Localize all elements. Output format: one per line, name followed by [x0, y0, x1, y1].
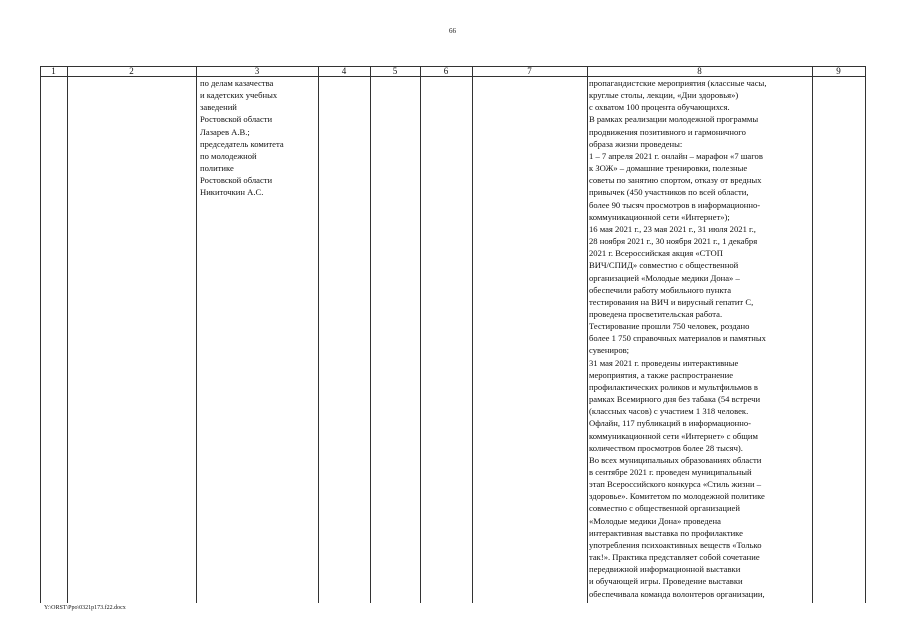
cell-text-line: Никиточкин А.С.	[200, 187, 264, 198]
cell-text-line: продвижения позитивного и гармоничного	[589, 126, 746, 137]
cell-text-line: 16 мая 2021 г., 23 мая 2021 г., 31 июля 2021 г.,	[589, 223, 756, 234]
cell-text-line: рамках Всемирного дня без табака (54 встречи	[589, 394, 761, 405]
cell-text-line: Офлайн, 117 публикаций в информационно-	[589, 418, 751, 429]
cell-text-line: коммуникационной сети «Интернет»);	[589, 211, 730, 222]
cell-text-line: и кадетских учебных	[200, 90, 278, 101]
page-number: 66	[449, 27, 456, 35]
cell-text-line: мероприятия, а также распространение	[589, 369, 734, 380]
cell-text-line: в сентябре 2021 г. проведен муниципальный	[589, 467, 752, 477]
cell-text-line: и обучающей игры. Проведение выставки	[589, 576, 743, 587]
header-cell-3: 3	[254, 66, 260, 76]
cell-text-line: образа жизни проведены:	[589, 138, 683, 149]
cell-text-line: тестирования на ВИЧ и вирусный гепатит С,	[589, 296, 754, 307]
footer-file-path: Y:\ORST\Ppo\0321p173.f22.docx	[44, 605, 126, 611]
cell-text-line: круглые столы, лекции, «Дни здоровья»)	[589, 90, 739, 101]
responsible-persons-cell	[200, 77, 318, 199]
cell-text-line: председатель комитета	[200, 138, 284, 149]
header-cell-9: 9	[836, 66, 841, 76]
cell-text-line: (классных часов) с участием 1 318 человек.	[589, 406, 749, 417]
column-divider	[420, 66, 421, 603]
cell-text-line: количеством просмотров более 28 тысяч).	[589, 442, 743, 453]
cell-text-line: здоровье». Комитетом по молодежной политике	[589, 491, 765, 502]
activities-description-cell	[589, 77, 815, 600]
cell-text-line: советы по занятию спортом, отказу от вредных	[589, 175, 762, 186]
cell-text-line: Лазарев А.В.;	[200, 126, 250, 137]
column-divider	[40, 66, 41, 603]
cell-text-line: профилактических роликов и мультфильмов в	[589, 381, 758, 392]
cell-text-line: В рамках реализации молодежной программы	[589, 114, 759, 125]
cell-text-line: интерактивная выставка по профилактике	[589, 527, 743, 538]
cell-text-line: этап Всероссийского конкурса «Стиль жизни –	[589, 479, 762, 490]
column-divider	[587, 66, 588, 603]
column-divider	[67, 66, 68, 603]
cell-text-line: так!». Практика представляет собой сочетание	[589, 552, 760, 563]
cell-text-line: ВИЧ/СПИД» совместно с общественной	[589, 260, 739, 271]
cell-text-line: совместно с общественной организацией	[589, 503, 740, 514]
header-cell-4: 4	[341, 66, 347, 76]
cell-text-line: заведений	[200, 102, 237, 113]
cell-text-line: коммуникационной сети «Интернет» с общим	[589, 430, 758, 441]
header-cell-1: 1	[51, 66, 56, 76]
cell-text-line: передвижной информационной выставки	[589, 564, 741, 575]
cell-text-line: к ЗОЖ» – домашние тренировки, полезные	[589, 163, 748, 174]
column-divider	[370, 66, 371, 603]
cell-text-line: Ростовской области	[200, 114, 273, 125]
column-divider	[865, 66, 866, 603]
header-cell-7: 7	[527, 66, 532, 76]
cell-text-line: Тестирование прошли 750 человек, роздано	[589, 321, 750, 332]
cell-text-line: по делам казачества	[200, 78, 274, 88]
cell-text-line: более 1 750 справочных материалов и памятных	[589, 333, 766, 344]
cell-text-line: 31 мая 2021 г. проведены интерактивные	[589, 357, 739, 368]
cell-text-line: употребления психоактивных веществ «Только	[589, 539, 762, 550]
cell-text-line: с охватом 100 процента обучающихся.	[589, 102, 730, 113]
cell-text-line: политике	[200, 163, 234, 174]
column-divider	[196, 66, 197, 603]
column-divider	[472, 66, 473, 603]
cell-text-line: 1 – 7 апреля 2021 г. онлайн – марафон «7 шагов	[589, 150, 763, 161]
cell-text-line: Во всех муниципальных образованиях области	[589, 454, 762, 465]
cell-text-line: Ростовской области	[200, 175, 273, 186]
cell-text-line: организацией «Молодые медики Дона» –	[589, 272, 740, 283]
cell-text-line: 28 ноября 2021 г., 30 ноября 2021 г., 1 декабря	[589, 236, 758, 247]
header-cell-6: 6	[443, 66, 449, 76]
cell-text-line: сувениров;	[589, 345, 630, 356]
cell-text-line: обеспечивала команда волонтеров организации,	[589, 588, 765, 599]
cell-text-line: пропагандистские мероприятия (классные часы,	[589, 78, 767, 88]
cell-text-line: обеспечили работу мобильного пункта	[589, 284, 732, 295]
header-cell-5: 5	[392, 66, 398, 76]
cell-text-line: 2021 г. Всероссийская акция «СТОП	[589, 248, 723, 259]
cell-text-line: более 90 тысяч просмотров в информационно-	[589, 199, 761, 210]
header-cell-8: 8	[697, 66, 702, 76]
column-divider	[318, 66, 319, 603]
cell-text-line: по молодежной	[200, 150, 257, 161]
cell-text-line: привычек (450 участников по всей области,	[589, 187, 749, 198]
cell-text-line: проведена просветительская работа.	[589, 308, 723, 319]
cell-text-line: «Молодые медики Дона» проведена	[589, 515, 721, 526]
header-cell-2: 2	[129, 66, 134, 76]
